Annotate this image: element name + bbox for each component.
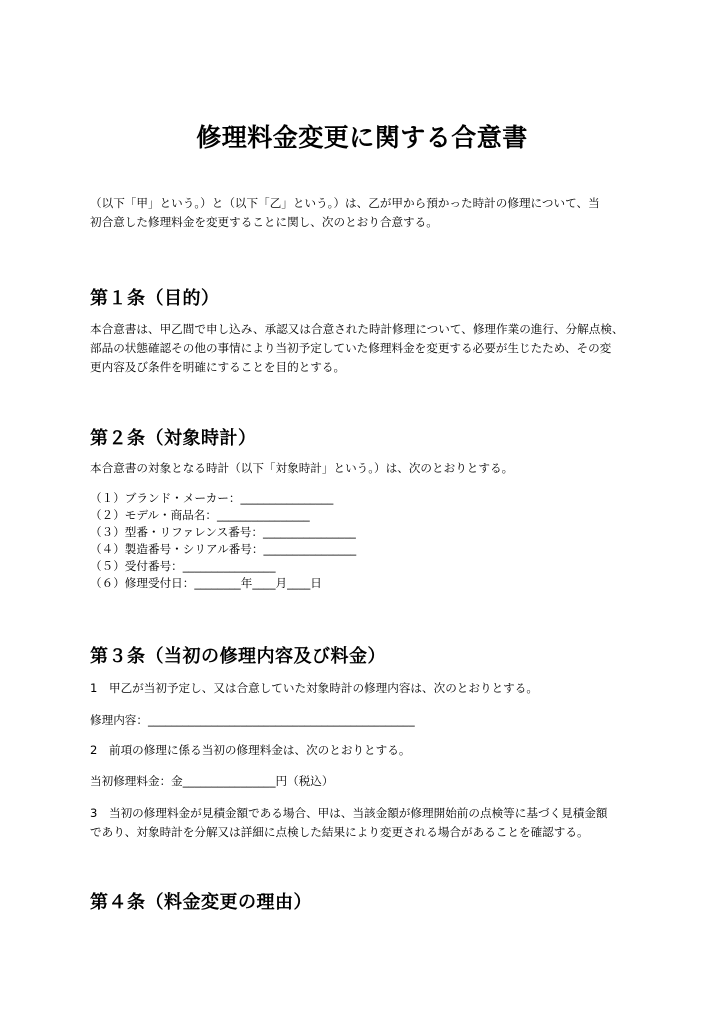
list-item: （３）型番・リファレンス番号：________________ bbox=[90, 525, 356, 539]
article4-heading: 第４条（料金変更の理由） bbox=[90, 892, 312, 913]
article2-heading: 第２条（対象時計） bbox=[90, 428, 257, 449]
list-item: （６）修理受付日：________年____月____日 bbox=[90, 576, 322, 590]
article2-body: 本合意書の対象となる時計（以下「対象時計」という。）は、次のとおりとする。 bbox=[90, 461, 514, 475]
article3-paragraph-2: 2 前項の修理に係る当初の修理料金は、次のとおりとする。 bbox=[90, 743, 411, 757]
initial-fee-line: 当初修理料金：金________________円（税込） bbox=[90, 774, 334, 788]
article1-body: 本合意書は、甲乙間で申し込み、承認又は合意された時計修理について、修理作業の進行、分解点検、 部品の状態確認その他の事情により当初予定していた修理料金を変更する必要が生じたため、その変 更内容及び条件を明確にすることを目的とする。 bbox=[90, 322, 624, 374]
article3-heading: 第３条（当初の修理内容及び料金） bbox=[90, 646, 386, 667]
list-item: （５）受付番号：________________ bbox=[90, 559, 276, 573]
article1-heading: 第１条（目的） bbox=[90, 288, 220, 309]
list-item: （１）ブランド・メーカー：________________ bbox=[90, 491, 334, 505]
list-item: （２）モデル・商品名：________________ bbox=[90, 508, 310, 522]
document-title: 修理料金変更に関する合意書 bbox=[196, 123, 528, 152]
repair-content-line: 修理内容：______________________________________________ bbox=[90, 713, 415, 727]
article3-paragraph-3: 3 当初の修理料金が見積金額である場合、甲は、当該金額が修理開始前の点検等に基づく見積金額 であり、対象時計を分解又は詳細に点検した結果により変更される場合があることを確認する。 bbox=[90, 806, 608, 839]
target-watch-list bbox=[90, 490, 356, 592]
list-item: （４）製造番号・シリアル番号：________________ bbox=[90, 542, 357, 556]
article3-paragraph-1: 1 甲乙が当初予定し、又は合意していた対象時計の修理内容は、次のとおりとする。 bbox=[90, 681, 538, 695]
intro-paragraph: （以下「甲」という。）と（以下「乙」という。）は、乙が甲から預かった時計の修理について、当 初合意した修理料金を変更することに関し、次のとおり合意する。 bbox=[90, 196, 600, 229]
